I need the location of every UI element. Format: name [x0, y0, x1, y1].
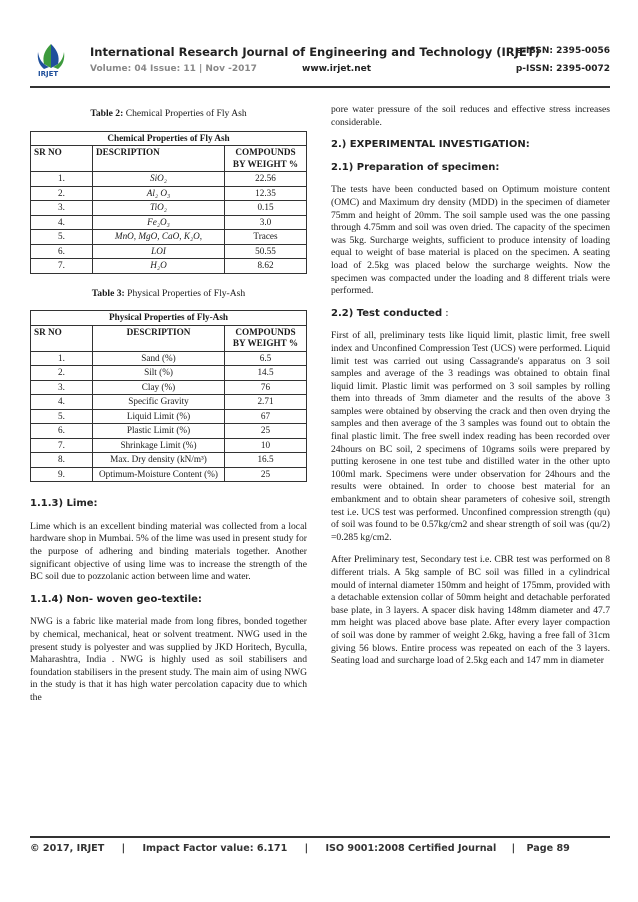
test-paragraph-2: After Preliminary test, Secondary test i.e. CBR test was performed on 8 different trials. A 5kg sample of BC soil was filled in a cylindrical mould of internal diameter 150mm and height of 175mm, provided with a detachable extension collar of 50mm height and detachable perforated base plate, in 3 layers. A spacer disk having 148mm diameter and 47.7 mm height was placed above base plate. After every layer compaction of soil was done by rammer of weight 2.6kg, having a free fall of 31cm giving 56 blows. Entire process was repeated on each of the 3 layers. Seating load and surcharge load of 2.5kg each and 147 mm in diameter [331, 554, 610, 667]
copyright: © 2017, IRJET [30, 843, 105, 854]
page-header [30, 42, 610, 82]
journal-website[interactable]: www.irjet.net [302, 64, 372, 74]
table-row: 7. Shrinkage Limit (%) 10 [31, 438, 307, 453]
iso-certification: ISO 9001:2008 Certified Journal [325, 843, 497, 854]
header-rule [30, 86, 610, 88]
table-row: 7. H₂O 8.62 [31, 259, 307, 274]
nwg-heading: 1.1.4) Non- woven geo-textile: [30, 593, 202, 605]
table-row: 6. Plastic Limit (%) 25 [31, 424, 307, 439]
table-row: 9. Optimum-Moisture Content (%) 25 [31, 467, 307, 482]
test-conducted-heading: 2.2) Test conducted : [331, 307, 449, 319]
table-row: 3. TiO₂ 0.15 [31, 201, 307, 216]
test-paragraph-1: First of all, preliminary tests like liquid limit, plastic limit, free swell index and Unconfined Compression Test (UCS) were performed. Liquid limit test was carried out using Cassagrande's apparatus on 3 soil samples and average of the 3 readings was obtained to obtain final liquid limit. Plastic limit was performed on 3 soil samples by rolling them into threads of 3mm diameter and the results of the above 3 samples were obtained by observing the crack and then oven drying the samples and then average of the 3 samples was found out to obtain the final plastic limit. The free swell index reading has been recorded over 24hours on BC soil, 2 specimens of 10grams soils were prepared by putting kerosene in one test tube and distilled water in the other upto 100ml mark. Specimens were under observation for 24hours and the results were obtained. In order to choose best material for an embankment and to obtain shear parameters of cohesive soil, strength test i.e. UCS test was performed. Unconfined compression strength (qu) of soil was found to be 0.57kg/cm2 and shear strength of soil was (qu/2) =0.285 kg/cm2. [331, 330, 610, 543]
table-row: 1. Sand (%) 6.5 [31, 351, 307, 366]
table3-caption: Table 3: Physical Properties of Fly-Ash [91, 287, 246, 299]
preparation-heading: 2.1) Preparation of specimen: [331, 161, 500, 173]
col-header: SR NO [31, 146, 93, 172]
table-row: 5. MnO, MgO, CaO, K₂O, Traces [31, 230, 307, 245]
col-header: DESCRIPTION [93, 146, 225, 172]
lime-heading: 1.1.3) Lime: [30, 498, 98, 510]
table-row: 4. Fe₂O₃ 3.0 [31, 215, 307, 230]
col-header: DESCRIPTION [93, 325, 225, 351]
table-row: 2. Al₂ O₃ 12.35 [31, 186, 307, 201]
table-row: 8. Max. Dry density (kN/m³) 16.5 [31, 453, 307, 468]
col-header: SR NO [31, 325, 93, 351]
table2-caption: Table 2: Chemical Properties of Fly Ash [90, 108, 247, 119]
col-header: COMPOUNDS BY WEIGHT % [225, 146, 307, 172]
eissn: e-ISSN: 2395-0056 [516, 46, 610, 56]
journal-title: International Research Journal of Engineering and Technology (IRJET) [90, 45, 540, 59]
table2-heading: Chemical Properties of Fly Ash [31, 131, 307, 146]
lime-paragraph: Lime which is an excellent binding material was collected from a local hardware shop in Mumbai. 5% of the lime was used in present study for the purpose of adhering and binding materials together. Another significant objective of using lime was to increase the strength of the BC soil due to pozzolanic action between lime and water. [30, 520, 307, 583]
page-footer: © 2017, IRJET | Impact Factor value: 6.171 | ISO 9001:2008 Certified Journal | Page 89 [30, 843, 570, 854]
footer-rule [30, 836, 610, 838]
table-row: 2. Silt (%) 14.5 [31, 366, 307, 381]
table-row: 3. Clay (%) 76 [31, 380, 307, 395]
right-column [331, 104, 610, 668]
page-number: Page 89 [526, 843, 570, 854]
col-header: COMPOUNDS BY WEIGHT % [225, 325, 307, 351]
right-intro-paragraph: pore water pressure of the soil reduces and effective stress increases considerable. [331, 104, 610, 128]
nwg-paragraph: NWG is a fabric like material made from long fibres, bonded together by chemical, mechanical, heat or solvent treatment. NWG used in the present study is polyester and was supplied by JKD Horitech, Byculla, Maharashtra, India . NWG is highly used as soil stabilisers and foundation stabilisers in the present study. The main aim of using NWG in the study is that it has high water percolation capacity due to which the [30, 616, 307, 703]
table2-chemical-properties [30, 131, 307, 274]
left-column [30, 104, 307, 705]
table3-heading: Physical Properties of Fly-Ash [31, 311, 307, 326]
logo-text: IRJET [38, 70, 59, 78]
table-row: 4. Specific Gravity 2.71 [31, 395, 307, 410]
table-row: 5. Liquid Limit (%) 67 [31, 409, 307, 424]
table3-physical-properties [30, 310, 307, 482]
impact-factor: Impact Factor value: 6.171 [142, 843, 288, 854]
table-row: 6. LOI 50.55 [31, 244, 307, 259]
preparation-paragraph: The tests have been conducted based on Optimum moisture content (OMC) and Maximum dry density (MDD) in the specimen of diameter 75mm and height of 20mm. The soil sample used was the one passing through 4.75mm and soil was oven dried. The capacity of the specimen was 5kg. Surcharge weights, sufficient to produce intensity of loading equal to weight of base material is placed on the specimen. A seating load of 2.5kg was placed below the surcharge weights. Now the specimen was compacted under the loading and 8 different trials were performed. [331, 184, 610, 297]
volume-info: Volume: 04 Issue: 11 | Nov -2017 [90, 64, 257, 74]
experimental-heading: 2.) EXPERIMENTAL INVESTIGATION: [331, 139, 530, 151]
pissn: p-ISSN: 2395-0072 [515, 64, 610, 74]
table-row: 1. SiO₂ 22.56 [31, 172, 307, 187]
